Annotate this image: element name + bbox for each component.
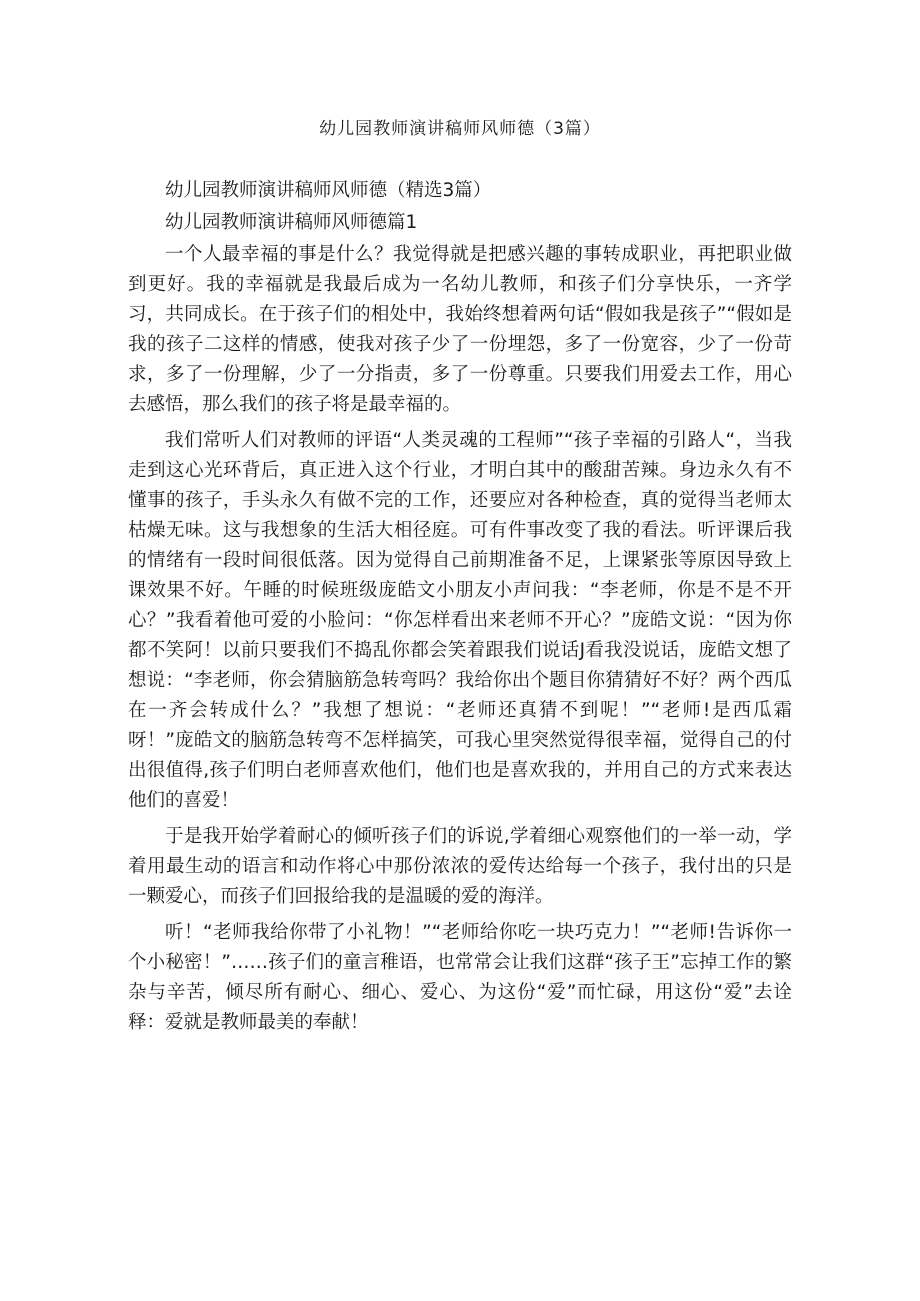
paragraph-3: 于是我开始学着耐心的倾听孩子们的诉说,学着细心观察他们的一举一动，学着用最生动的语言和动作将心中那份浓浓的爱传达给每一个孩子，我付出的只是一颗爱心，而孩子们回报给我的是温暖的爱的海洋。 bbox=[128, 826, 792, 907]
paragraph-2: 我们常听人们对教师的评语“人类灵魂的工程师”“孩子幸福的引路人“，当我走到这心光环背后，真正进入这个行业，才明白其中的酸甜苦辣。身边永久有不懂事的孩子，手头永久有做不完的工作，还要应对各种检查，真的觉得当老师太枯燥无味。这与我想象的生活大相径庭。可有件事改变了我的看法。听评课后我的情绪有一段时间很低落。因为觉得自己前期准备不足，上课紧张等原因导致上课效果不好。午睡的时候班级庞皓文小朋友小声问我：“李老师，你是不是不开心？”我看着他可爱的小脸问：“你怎样看出来老师不开心？”庞皓文说：“因为你都不笑阿！以前只要我们不捣乱你都会笑着跟我们说话J看我没说话，庞皓文想了想说：“李老师，你会猜脑筋急转弯吗？我给你出个题目你猜猜好不好？两个西瓜在一齐会转成什么？”我想了想说：“老师还真猜不到呢！”“老师!是西瓜霜呀！”庞皓文的脑筋急转弯不怎样搞笑，可我心里突然觉得很幸福，觉得自己的付出很值得,孩子们明白老师喜欢他们，他们也是喜欢我的，并用自己的方式来表达他们的喜爱！ bbox=[128, 430, 792, 811]
document-body bbox=[128, 176, 792, 1044]
section-heading: 幼儿园教师演讲稿师风师德篇1 bbox=[165, 212, 418, 233]
document-subtitle: 幼儿园教师演讲稿师风师德（精选3篇） bbox=[165, 180, 492, 201]
paragraph-1: 一个人最幸福的事是什么？我觉得就是把感兴趣的事转成职业，再把职业做到更好。我的幸福就是我最后成为一名幼儿教师，和孩子们分享快乐，一齐学习，共同成长。在于孩子们的相处中，我始终想着两句话“假如我是孩子”“假如是我的孩子二这样的情感，使我对孩子少了一份埋怨，多了一份宽容，少了一份苛求，多了一份理解，少了一分指责，多了一份尊重。只要我们用爱去工作，用心去感悟，那么我们的孩子将是最幸福的。 bbox=[128, 244, 792, 415]
document-title: 幼儿园教师演讲稿师风师德（3篇） bbox=[319, 119, 601, 139]
paragraph-4: 听！“老师我给你带了小礼物！”“老师给你吃一块巧克力！”“老师!告诉你一个小秘密！”……孩子们的童言稚语，也常常会让我们这群“孩子王”忘掉工作的繁杂与辛苦，倾尽所有耐心、细心、爱心、为这份“爱”而忙碌，用这份“爱”去诠释：爱就是教师最美的奉献！ bbox=[128, 922, 792, 1033]
